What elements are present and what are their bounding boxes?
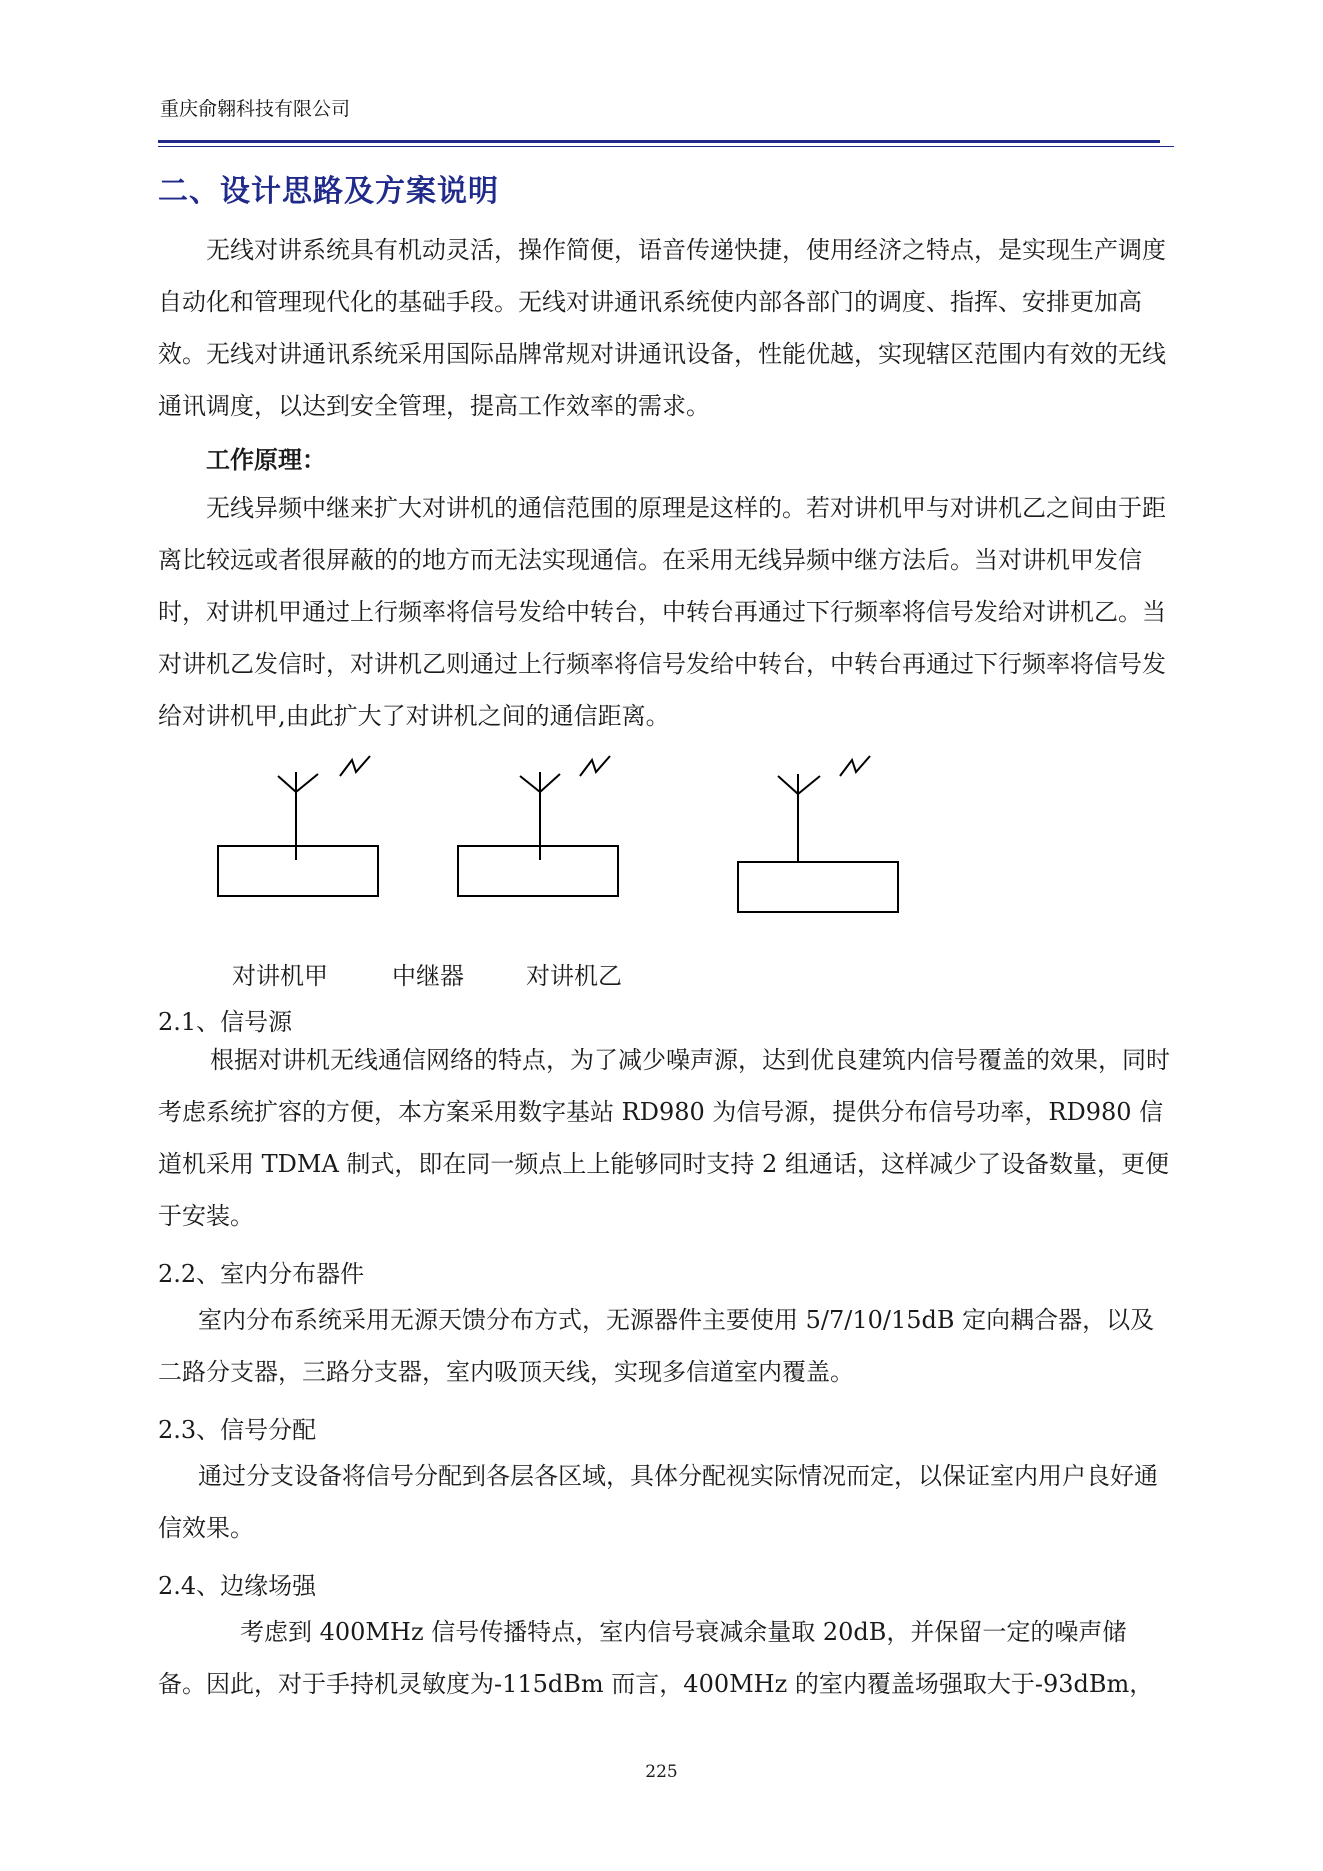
repeater-box: [458, 846, 618, 896]
section-heading: 二、设计思路及方案说明: [158, 174, 499, 209]
section-2-3-title: 2.3、信号分配: [158, 1416, 317, 1444]
section-2-3-text: 通过分支设备将信号分配到各层各区域，具体分配视实际情况而定，以保证室内用户良好通信效果。: [158, 1462, 1158, 1542]
header-rule-thin: [158, 146, 1174, 147]
page-number: 225: [645, 1762, 678, 1782]
diagram-label-radio-b: 对讲机乙: [526, 962, 622, 990]
principle-title: 工作原理：: [206, 445, 326, 474]
diagram-label-radio-a: 对讲机甲: [232, 962, 328, 990]
radio-b-box: [738, 862, 898, 912]
repeater-signal-icon: [580, 756, 610, 776]
intro-paragraph: 无线对讲系统具有机动灵活，操作简便，语音传递快捷，使用经济之特点，是实现生产调度自动化和管理现代化的基础手段。无线对讲通讯系统使内部各部门的调度、指挥、安排更加高效。无线对讲通讯系统采用国际品牌常规对讲通讯设备，性能优越，实现辖区范围内有效的无线通讯调度，以达到安全管理，提高工作效率的需求。: [158, 236, 1166, 420]
section-2-2-title: 2.2、室内分布器件: [158, 1260, 365, 1288]
diagram-label-repeater: 中继器: [392, 962, 464, 990]
header-rule-thick: [158, 140, 1160, 143]
radio-a-device: [218, 756, 378, 896]
radio-b-signal-icon: [840, 756, 870, 776]
repeater-device: [458, 756, 618, 896]
section-2-4-title: 2.4、边缘场强: [158, 1572, 317, 1600]
section-2-2-text: 室内分布系统采用无源天馈分布方式，无源器件主要使用 5/7/10/15dB 定向耦合器，以及二路分支器，三路分支器，室内吸顶天线，实现多信道室内覆盖。: [158, 1306, 1155, 1386]
relay-diagram: [200, 746, 920, 926]
section-2-1-title: 2.1、信号源: [158, 1008, 293, 1036]
radio-a-signal-icon: [340, 756, 370, 776]
section-2-1-text: 根据对讲机无线通信网络的特点，为了减少噪声源，达到优良建筑内信号覆盖的效果，同时考虑系统扩容的方便，本方案采用数字基站 RD980 为信号源，提供分布信号功率，RD980 信道机采用 TDMA 制式，即在同一频点上上能够同时支持 2 组通话，这样减少了设备数量，更便于安装。: [158, 1046, 1170, 1230]
radio-a-box: [218, 846, 378, 896]
company-header: 重庆俞翱科技有限公司: [160, 98, 351, 120]
radio-b-device: [738, 756, 898, 912]
principle-paragraph: 无线异频中继来扩大对讲机的通信范围的原理是这样的。若对讲机甲与对讲机乙之间由于距离比较远或者很屏蔽的的地方而无法实现通信。在采用无线异频中继方法后。当对讲机甲发信时，对讲机甲通过上行频率将信号发给中转台，中转台再通过下行频率将信号发给对讲机乙。当对讲机乙发信时，对讲机乙则通过上行频率将信号发给中转台，中转台再通过下行频率将信号发给对讲机甲,由此扩大了对讲机之间的通信距离。: [158, 494, 1166, 730]
section-2-4-text: 考虑到 400MHz 信号传播特点，室内信号衰减余量取 20dB，并保留一定的噪声储备。因此，对于手持机灵敏度为-115dBm 而言，400MHz 的室内覆盖场强取大于-93dBm，: [158, 1618, 1154, 1698]
